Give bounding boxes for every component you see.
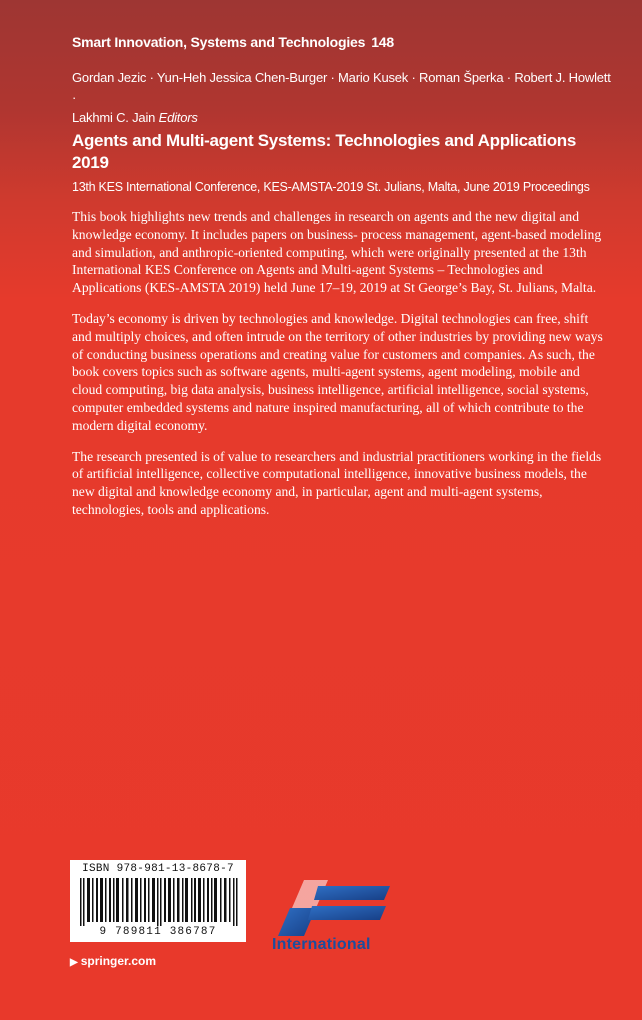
description-paragraph-2: Today’s economy is driven by technologies and knowledge. Digital technologies can free, shift and multiply choices, and often intrude on the territory of other industries by providing new ways of conducting business operations and creating value for customers and companies. As such, the book covers topics such as software agents, multi-agent systems, agent modeling, mobile and cloud computing, big data analysis, business intelligence, artificial intelligence, social systems, computer embedded systems and nature inspired manufacturing, all of which contribute to the modern digital economy. (72, 310, 603, 433)
barcode-icon (78, 878, 242, 926)
barcode-digits: 9 789811 386787 (99, 926, 217, 938)
arrow-right-icon: ▶ (70, 957, 78, 968)
logo-wordmark: International (272, 936, 371, 953)
series-volume: 148 (371, 34, 394, 50)
description-paragraph-1: This book highlights new trends and challenges in research on agents and the new digital and knowledge economy. It includes papers on business- process management, agent-based modeling and simulation, and anthropic-oriented computing, which were originally presented at the 13th International KES Conference on Agents and Multi-agent Systems – Technologies and Applications (KES-AMSTA 2019) held June 17–19, 2019 at St George’s Bay, St. Julians, Malta. (72, 209, 602, 296)
editors-role: Editors (158, 110, 198, 125)
book-subtitle: 13th KES International Conference, KES-AMSTA-2019 St. Julians, Malta, June 2019 Proceedings (72, 180, 590, 194)
isbn-label: ISBN 978-981-13-8678-7 (82, 863, 234, 875)
publisher-link-text: springer.com (80, 954, 157, 968)
editors-block (72, 68, 617, 128)
publisher-link[interactable] (70, 954, 156, 968)
series-line (72, 34, 617, 50)
series-name: Smart Innovation, Systems and Technologies (72, 34, 366, 50)
book-description (72, 208, 610, 532)
book-title: Agents and Multi-agent Systems: Technologies and Applications 2019 (72, 131, 577, 172)
editors-line-1: Gordan Jezic · Yun-Heh Jessica Chen-Burger · Mario Kusek · Roman Šperka · Robert J. Howlett · (72, 70, 611, 105)
description-paragraph-3: The research presented is of value to researchers and industrial practitioners working in the fields of artificial intelligence, collective computational intelligence, innovative business models, the new digital and knowledge economy and, in particular, agent and multi-agent systems, technologies, tools and applications. (72, 448, 602, 517)
editors-line-2: Lakhmi C. Jain (72, 110, 156, 125)
cover-header (72, 34, 617, 196)
isbn-barcode-box (70, 860, 246, 942)
